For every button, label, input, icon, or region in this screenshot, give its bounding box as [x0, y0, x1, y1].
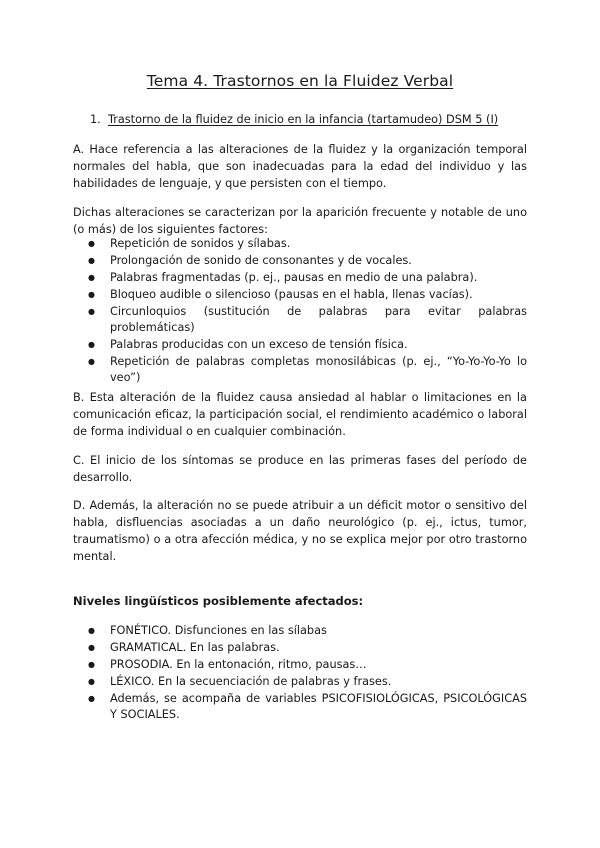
paragraph-dichas: Dichas alteraciones se caracterizan por la aparición frecuente y notable de uno (o más) de los siguientes factores: [73, 206, 527, 236]
factors-list [73, 236, 527, 387]
levels-heading: Niveles lingüísticos posiblemente afectados: [73, 594, 364, 608]
list-item: ● Además, se acompaña de variables PSICOFISIOLÓGICAS, PSICOLÓGICAS Y SOCIALES. [73, 691, 527, 723]
page-title: Tema 4. Trastornos en la Fluidez Verbal [146, 72, 454, 90]
list-item: ● Palabras producidas con un exceso de tensión física. [73, 337, 527, 353]
list-item: ● Repetición de sonidos y sílabas. [73, 236, 527, 252]
list-item: ● LÉXICO. En la secuenciación de palabras y frases. [73, 674, 527, 690]
paragraph-d: D. Además, la alteración no se puede atribuir a un déficit motor o sensitivo del habla, disfluencias asociadas a un daño neurológico (p. ej., ictus, tumor, traumatismo) o a otra afección médica, y no se explica mejor por otro trastorno mental. [73, 499, 527, 563]
list-item: ● Prolongación de sonido de consonantes y de vocales. [73, 253, 527, 269]
paragraph-a: A. Hace referencia a las alteraciones de la fluidez y la organización temporal normales del habla, que son inadecuadas para la edad del individuo y las habilidades de lenguaje, y que persisten con el tiempo. [73, 143, 527, 190]
list-item: ● Circunloquios (sustitución de palabras para evitar palabras problemáticas) [73, 304, 527, 336]
section-heading-text: Trastorno de la fluidez de inicio en la infancia (tartamudeo) DSM 5 (I) [107, 113, 499, 126]
list-item: ● Palabras fragmentadas (p. ej., pausas en medio de una palabra). [73, 270, 527, 286]
list-item: ● PROSODIA. En la entonación, ritmo, pausas… [73, 657, 527, 673]
section-heading [90, 113, 498, 126]
levels-list [73, 623, 527, 724]
paragraph-b: B. Esta alteración de la fluidez causa ansiedad al hablar o limitaciones en la comunicación eficaz, la participación social, el rendimiento académico o laboral de forma individual o en cualquier combinación. [73, 391, 527, 438]
paragraph-c: C. El inicio de los síntomas se produce en las primeras fases del período de desarrollo. [73, 454, 527, 484]
section-number: 1. [90, 113, 101, 126]
list-item: ● GRAMATICAL. En las palabras. [73, 640, 527, 656]
list-item: ● Repetición de palabras completas monosilábicas (p. ej., “Yo-Yo-Yo-Yo lo veo”) [73, 354, 527, 386]
list-item: ● FONÉTICO. Disfunciones en las sílabas [73, 623, 527, 639]
list-item: ● Bloqueo audible o silencioso (pausas en el habla, llenas vacías). [73, 287, 527, 303]
